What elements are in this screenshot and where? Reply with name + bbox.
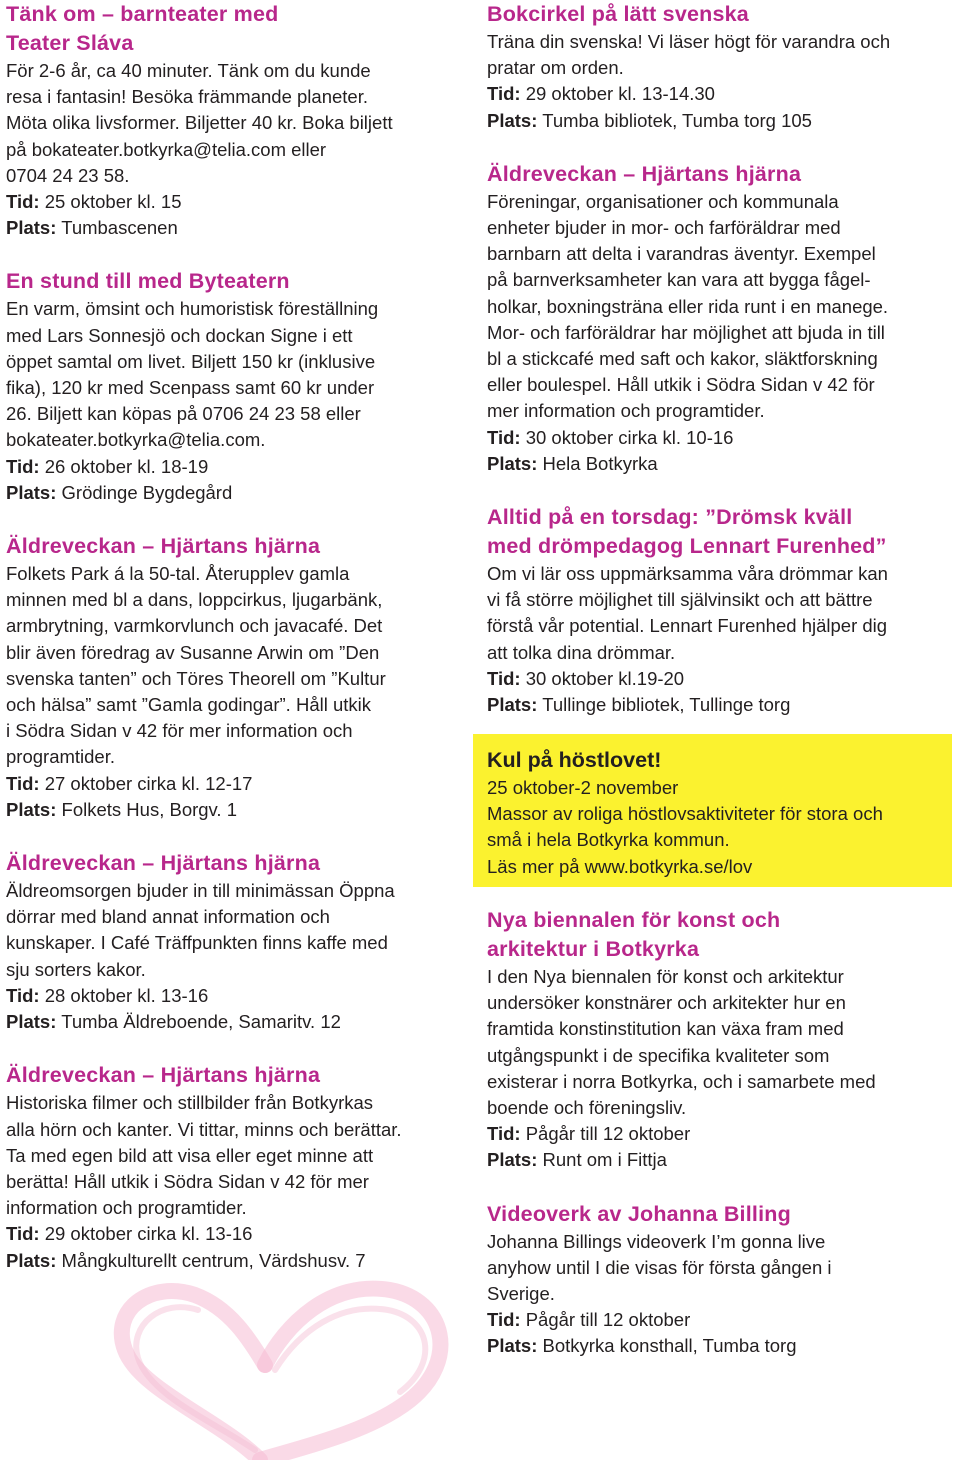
event-bokcirkel <box>487 0 947 134</box>
event-body: I den Nya biennalen för konst och arkitektur undersöker konstnärer och arkitekter hur en framtida konstinstitution kan växa fram med utgångspunkt i de specifika kvaliteter som existerar i norra Botkyrka, och i samarbete med boende och föreningsliv. <box>487 966 876 1119</box>
event-place: Plats: Runt om i Fittja <box>487 1149 667 1171</box>
event-time: Tid: 30 oktober cirka kl. 10-16 <box>487 426 734 448</box>
event-place: Plats: Grödinge Bygdegård <box>6 481 233 503</box>
event-title: Äldreveckan – Hjärtans hjärna <box>6 1063 321 1088</box>
event-body: Träna din svenska! Vi läser högt för varandra och pratar om orden. <box>487 31 891 79</box>
event-title: Äldreveckan – Hjärtans hjärna <box>6 851 321 876</box>
event-time: Tid: 27 oktober cirka kl. 12-17 <box>6 772 253 794</box>
event-historiska-filmer <box>6 1061 458 1273</box>
event-foreningar <box>487 160 947 477</box>
event-title: Tänk om – barnteater med Teater Sláva <box>6 2 279 55</box>
event-time: Tid: Pågår till 12 oktober <box>487 1123 691 1145</box>
event-body: Äldreomsorgen bjuder in till minimässan Öppna dörrar med bland annat information och kunskaper. I Café Träffpunkten finns kaffe med sju sorters kakor. <box>6 880 395 980</box>
event-title: Bokcirkel på lätt svenska <box>487 2 749 26</box>
event-title: Äldreveckan – Hjärtans hjärna <box>6 534 321 559</box>
event-place: Plats: Mångkulturellt centrum, Värdshusv. 7 <box>6 1249 366 1271</box>
event-title: En stund till med Byteatern <box>6 269 290 294</box>
left-column <box>6 0 458 1274</box>
event-byteatern <box>6 267 458 506</box>
event-place: Plats: Tumba Äldreboende, Samaritv. 12 <box>6 1011 341 1033</box>
event-time: Tid: 25 oktober kl. 15 <box>6 191 182 213</box>
event-body: Folkets Park á la 50-tal. Återupplev gamla minnen med bl a dans, loppcirkus, ljugarbänk, armbrytning, varmkorvlunch och javacafé. Det blir även föredrag av Susanne Arwin om ”Den svenska tanten” och Töres Theorell om ”Kultur och hälsa” samt ”Gamla godingar”. Håll utkik i Södra Sidan v 42 för mer information och programtider. <box>6 563 386 768</box>
event-body: Historiska filmer och stillbilder från Botkyrkas alla hörn och kanter. Vi tittar, minns och berättar. Ta med egen bild att visa eller eget minne att berätta! Håll utkik i Södra Sidan v 42 för mer information och programtider. <box>6 1092 402 1219</box>
event-place: Plats: Tumbascenen <box>6 217 178 239</box>
event-time: Tid: 30 oktober kl.19-20 <box>487 667 685 689</box>
event-place: Plats: Botkyrka konsthall, Tumba torg <box>487 1335 797 1357</box>
right-column-bottom <box>487 906 947 1360</box>
event-body: Johanna Billings videoverk I’m gonna live anyhow until I die visas för första gången i Sverige. <box>487 1230 832 1305</box>
right-column-top <box>487 0 947 718</box>
heart-icon <box>70 1270 470 1460</box>
event-body: En varm, ömsint och humoristisk föreställning med Lars Sonnesjö och dockan Signe i ett öppet samtal om livet. Biljett 150 kr (inklusive fika), 120 kr med Scenpass samt 60 kr under 26. Biljett kan köpas på 0706 24 23 58 eller bokateater.botkyrka@telia.com. <box>6 298 379 451</box>
highlight-link[interactable]: Läs mer på www.botkyrka.se/lov <box>487 855 753 877</box>
event-place: Plats: Tullinge bibliotek, Tullinge torg <box>487 694 791 716</box>
event-oppna-dorrar <box>6 849 458 1035</box>
event-title: Videoverk av Johanna Billing <box>487 1201 791 1226</box>
event-nya-biennalen <box>487 906 947 1174</box>
event-body: Om vi lär oss uppmärksamma våra drömmar kan vi få större möjlighet till självinsikt och att bättre förstå vår potential. Lennart Furenhed hjälper dig att tolka dina drömmar. <box>487 563 888 663</box>
event-body: Föreningar, organisationer och kommunala enheter bjuder in mor- och farföräldrar med barnbarn att delta i varandras äventyr. Exempel på barnverksamheter kan vara att bygga fågel- holkar, boxningsträna eller rida runt i en manege. Mor- och farföräldrar har möjlighet att bjuda in till bl a stickcafé med saft och kakor, släktforskning eller boulespel. Håll utkik i Södra Sidan v 42 för mer information och programtider. <box>487 190 889 422</box>
event-time: Tid: 26 oktober kl. 18-19 <box>6 455 209 477</box>
event-time: Tid: 29 oktober cirka kl. 13-16 <box>6 1223 253 1245</box>
event-place: Plats: Hela Botkyrka <box>487 452 658 474</box>
event-time: Tid: 28 oktober kl. 13-16 <box>6 984 209 1006</box>
event-place: Plats: Tumba bibliotek, Tumba torg 105 <box>487 109 812 131</box>
hostlov-highlight-box <box>473 734 952 887</box>
highlight-text: Massor av roliga höstlovsaktiviteter för stora och små i hela Botkyrka kommun. <box>487 803 883 851</box>
event-dromsk-kvall <box>487 503 947 718</box>
event-videoverk <box>487 1200 947 1360</box>
event-body: För 2-6 år, ca 40 minuter. Tänk om du kunde resa i fantasin! Besöka främmande planeter. Möta olika livsformer. Biljetter 40 kr. Boka biljett på bokateater.botkyrka@telia.com eller 0704 24 23 58. <box>6 60 393 186</box>
event-time: Tid: Pågår till 12 oktober <box>487 1309 691 1331</box>
event-place: Plats: Folkets Hus, Borgv. 1 <box>6 798 238 820</box>
event-time: Tid: 29 oktober kl. 13-14.30 <box>487 83 715 105</box>
event-teater-slava <box>6 0 458 241</box>
event-title: Nya biennalen för konst och arkitektur i Botkyrka <box>487 908 781 961</box>
event-title: Alltid på en torsdag: ”Drömsk kväll med drömpedagog Lennart Furenhed” <box>487 505 887 559</box>
event-folkets-park <box>6 532 458 823</box>
highlight-title: Kul på höstlovet! <box>487 748 662 772</box>
event-title: Äldreveckan – Hjärtans hjärna <box>487 161 802 186</box>
highlight-dates: 25 oktober-2 november <box>487 777 679 798</box>
